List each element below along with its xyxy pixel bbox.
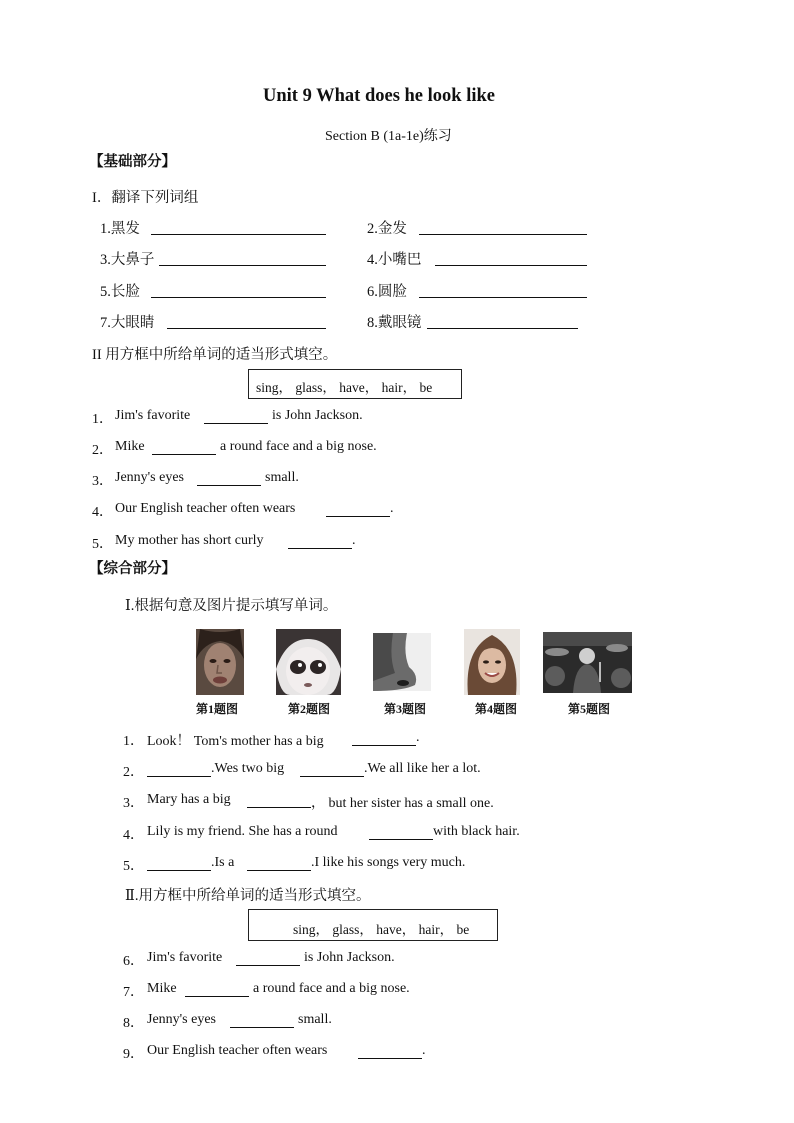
question-text: Lily is my friend. She has a round bbox=[147, 824, 338, 839]
comp-part1-heading: Ⅰ.根据句意及图片提示填写单词。 bbox=[125, 598, 338, 614]
answer-blank[interactable] bbox=[435, 265, 587, 266]
question-text: .Wes two big bbox=[211, 761, 285, 776]
question-number: 8． bbox=[123, 1016, 144, 1031]
question-number: 9． bbox=[123, 1047, 144, 1062]
question-text: .I like his songs very much. bbox=[311, 855, 466, 870]
question-text: Our English teacher often wears bbox=[147, 1043, 328, 1058]
answer-blank[interactable] bbox=[352, 745, 416, 746]
answer-blank[interactable] bbox=[419, 297, 587, 298]
question-number: 3． bbox=[123, 796, 144, 811]
translate-item-2: 2.金发 bbox=[367, 221, 407, 237]
photo-caption-2: 第2题图 bbox=[288, 702, 331, 716]
question-text: . bbox=[422, 1043, 426, 1058]
question-text: a round face and a big nose. bbox=[220, 439, 377, 454]
question-text: Jenny's eyes bbox=[147, 1012, 217, 1027]
question-number: 5． bbox=[92, 537, 113, 552]
question-text: .We all like her a lot. bbox=[364, 761, 481, 776]
part1-heading: I．翻译下列词组 bbox=[92, 190, 199, 206]
basic-section-heading: 【基础部分】 bbox=[89, 154, 176, 170]
question-number: 2． bbox=[92, 443, 113, 458]
photo-nose bbox=[373, 633, 431, 691]
answer-blank[interactable] bbox=[230, 1027, 294, 1028]
translate-item-5: 5.长脸 bbox=[100, 284, 140, 300]
translate-item-7: 7.大眼睛 bbox=[100, 315, 155, 331]
question-text: is John Jackson. bbox=[272, 408, 363, 423]
answer-blank[interactable] bbox=[247, 807, 311, 808]
photo-smiling-woman bbox=[464, 629, 520, 695]
translate-item-8: 8.戴眼镜 bbox=[367, 315, 422, 331]
question-text: .Is a bbox=[211, 855, 235, 870]
answer-blank[interactable] bbox=[419, 234, 587, 235]
answer-blank[interactable] bbox=[427, 328, 578, 329]
photo-doll-big-eyes bbox=[276, 629, 341, 695]
question-text: Look！ Tom's mother has a big bbox=[147, 734, 324, 749]
photo-caption-4: 第4题图 bbox=[475, 702, 518, 716]
photo-woman-face bbox=[196, 629, 244, 695]
question-text: . bbox=[352, 533, 356, 548]
translate-item-6: 6.圆脸 bbox=[367, 284, 407, 300]
question-text: Mike bbox=[147, 981, 177, 996]
question-text: ， but her sister has a small one. bbox=[311, 796, 494, 811]
page-subtitle: Section B (1a-1e)练习 bbox=[325, 129, 452, 144]
question-text: My mother has short curly bbox=[115, 533, 264, 548]
question-text: Jim's favorite bbox=[147, 950, 223, 965]
answer-blank[interactable] bbox=[326, 516, 390, 517]
question-text: a round face and a big nose. bbox=[253, 981, 410, 996]
translate-item-4: 4.小嘴巴 bbox=[367, 252, 422, 268]
answer-blank[interactable] bbox=[204, 423, 268, 424]
question-text: Our English teacher often wears bbox=[115, 501, 296, 516]
answer-blank[interactable] bbox=[300, 776, 364, 777]
page-title: Unit 9 What does he look like bbox=[263, 86, 495, 106]
question-number: 2． bbox=[123, 765, 144, 780]
photo-caption-3: 第3题图 bbox=[384, 702, 427, 716]
answer-blank[interactable] bbox=[147, 870, 211, 871]
comp-part2-heading: Ⅱ.用方框中所给单词的适当形式填空。 bbox=[125, 888, 371, 904]
part2-heading: II 用方框中所给单词的适当形式填空。 bbox=[92, 347, 338, 363]
word-box-text: sing， glass， have， hair， be bbox=[256, 380, 433, 395]
translate-item-1: 1.黑发 bbox=[100, 221, 140, 237]
question-number: 1． bbox=[92, 412, 113, 427]
question-text: Jim's favorite bbox=[115, 408, 191, 423]
answer-blank[interactable] bbox=[236, 965, 300, 966]
photo-caption-1: 第1题图 bbox=[196, 702, 239, 716]
question-number: 7． bbox=[123, 985, 144, 1000]
answer-blank[interactable] bbox=[288, 548, 352, 549]
question-text: Mike bbox=[115, 439, 145, 454]
question-text: small. bbox=[265, 470, 299, 485]
photo-singer bbox=[543, 632, 632, 693]
question-number: 5． bbox=[123, 859, 144, 874]
answer-blank[interactable] bbox=[151, 234, 326, 235]
question-text: is John Jackson. bbox=[304, 950, 395, 965]
translate-item-3: 3.大鼻子 bbox=[100, 252, 155, 268]
answer-blank[interactable] bbox=[369, 839, 433, 840]
word-box-text: sing， glass， have， hair， be bbox=[293, 922, 470, 937]
answer-blank[interactable] bbox=[167, 328, 326, 329]
question-text: Mary has a big bbox=[147, 792, 231, 807]
question-text: . bbox=[416, 730, 420, 745]
answer-blank[interactable] bbox=[147, 776, 211, 777]
question-number: 4． bbox=[123, 828, 144, 843]
answer-blank[interactable] bbox=[151, 297, 326, 298]
question-text: small. bbox=[298, 1012, 332, 1027]
question-number: 6． bbox=[123, 954, 144, 969]
question-text: with black hair. bbox=[433, 824, 520, 839]
question-number: 1． bbox=[123, 734, 144, 749]
question-number: 4． bbox=[92, 505, 113, 520]
question-text: . bbox=[390, 501, 394, 516]
answer-blank[interactable] bbox=[358, 1058, 422, 1059]
answer-blank[interactable] bbox=[159, 265, 326, 266]
answer-blank[interactable] bbox=[185, 996, 249, 997]
question-number: 3． bbox=[92, 474, 113, 489]
answer-blank[interactable] bbox=[197, 485, 261, 486]
comprehensive-section-heading: 【综合部分】 bbox=[89, 561, 176, 577]
photo-caption-5: 第5题图 bbox=[568, 702, 611, 716]
question-text: Jenny's eyes bbox=[115, 470, 185, 485]
answer-blank[interactable] bbox=[152, 454, 216, 455]
answer-blank[interactable] bbox=[247, 870, 311, 871]
